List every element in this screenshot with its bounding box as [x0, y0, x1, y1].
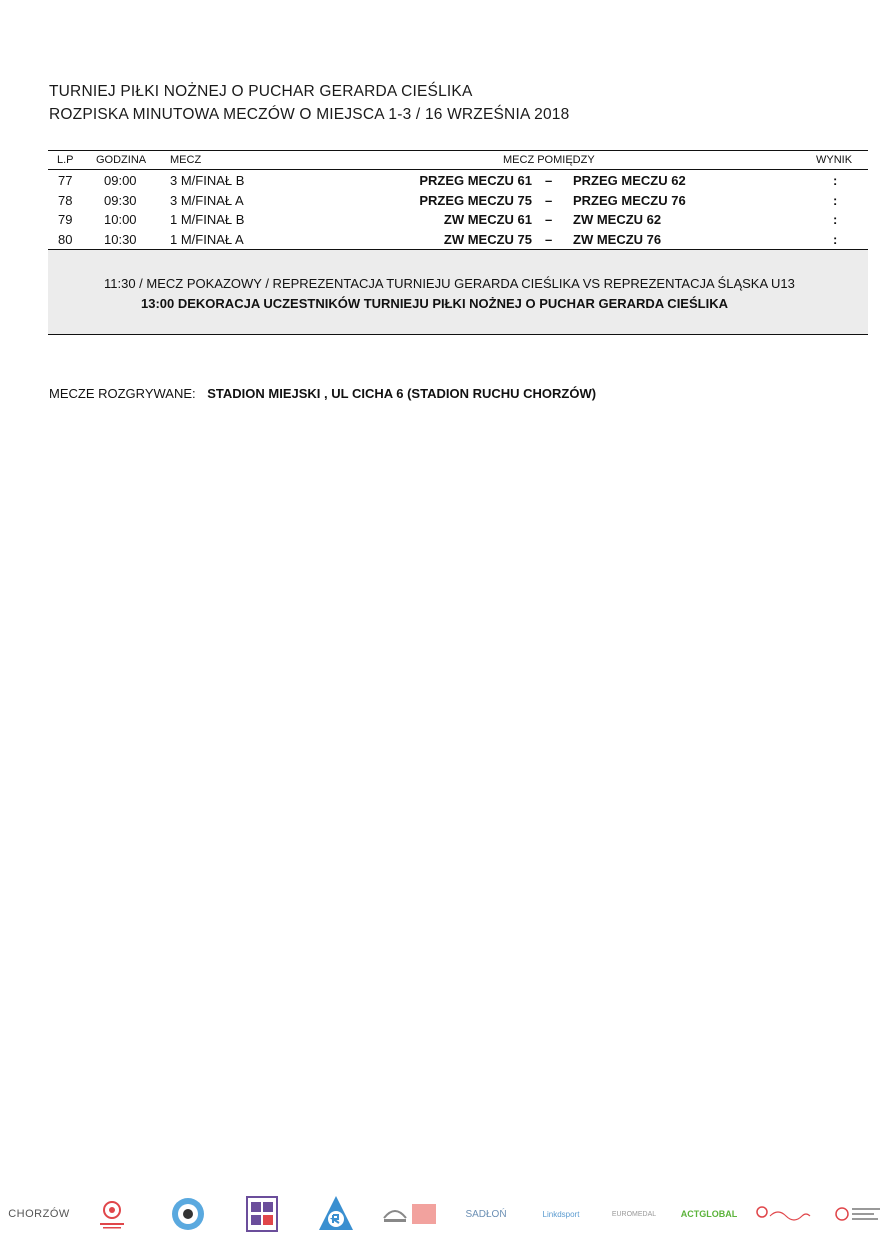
header-match-between: MECZ POMIĘDZY: [503, 154, 595, 166]
sponsor-logo-red-script: [754, 1202, 814, 1226]
notes-box: [48, 249, 868, 335]
sadlon-logo-text: SADŁOŃ: [465, 1208, 507, 1220]
actglobal-logo: [679, 1204, 739, 1224]
cell-time: 10:00: [104, 212, 137, 227]
sponsor-logo-red-emblem: [94, 1196, 130, 1232]
cell-lp: 79: [58, 212, 73, 227]
cell-time: 10:30: [104, 231, 137, 247]
cell-away: PRZEG MECZU 62: [573, 173, 686, 188]
venue-line: [49, 386, 596, 401]
euromedal-logo-text: EUROMEDAL: [611, 1210, 657, 1218]
cell-match: 1 M/FINAŁ A: [170, 231, 244, 247]
cell-separator: –: [545, 212, 553, 227]
exhibition-match-note: 11:30 / MECZ POKAZOWY / REPREZENTACJA TURNIEJU GERARDA CIEŚLIKA VS REPREZENTACJA ŚLĄSKA U13: [104, 276, 795, 291]
cell-home: PRZEG MECZU 61: [419, 173, 532, 188]
header-result: WYNIK: [816, 154, 853, 166]
cell-result: :: [833, 173, 838, 188]
cell-result: :: [833, 192, 838, 208]
sponsor-bar: [0, 1190, 890, 1240]
sponsor-logo-mosir: [244, 1194, 280, 1234]
schedule-table: [48, 150, 868, 335]
venue-value: STADION MIEJSKI , UL CICHA 6 (STADION RUCHU CHORZÓW): [207, 386, 597, 401]
header-match: MECZ: [170, 154, 202, 166]
cell-time: 09:30: [104, 192, 137, 208]
cell-home: PRZEG MECZU 75: [419, 192, 532, 208]
cell-lp: 80: [58, 231, 73, 247]
cell-away: ZW MECZU 62: [573, 212, 662, 227]
cell-away: PRZEG MECZU 76: [573, 192, 686, 208]
sponsor-logo-football-club: [170, 1196, 206, 1232]
sponsor-logos-pair: [382, 1202, 438, 1226]
header-lp: L.P: [57, 154, 74, 166]
cell-lp: 78: [58, 192, 73, 208]
chorzow-logo-text: CHORZÓW: [8, 1208, 70, 1220]
actglobal-logo-text: ACTGLOBAL: [680, 1209, 738, 1219]
ceremony-note: 13:00 DEKORACJA UCZESTNIKÓW TURNIEJU PIŁKI NOŻNEJ O PUCHAR GERARDA CIEŚLIKA: [141, 296, 728, 311]
header-time: GODZINA: [96, 154, 147, 166]
venue-label: MECZE ROZGRYWANE:: [49, 386, 196, 401]
cell-result: :: [833, 231, 838, 247]
cell-separator: –: [545, 231, 553, 247]
chorzow-logo: [8, 1204, 70, 1224]
table-row: [48, 209, 868, 229]
sadlon-logo: [456, 1204, 516, 1224]
katowice-federation-logo: [834, 1200, 882, 1228]
cell-match: 1 M/FINAŁ B: [170, 212, 245, 227]
cell-home: ZW MECZU 61: [443, 212, 532, 227]
linkdsport-logo: [531, 1204, 591, 1224]
table-header-row: [48, 151, 868, 170]
document-title-line1: TURNIEJ PIŁKI NOŻNEJ O PUCHAR GERARDA CIEŚLIKA: [49, 83, 473, 100]
euromedal-logo: [609, 1204, 659, 1224]
cell-separator: –: [545, 173, 553, 188]
table-row: [48, 190, 868, 210]
document-title-line2: ROZPISKA MINUTOWA MECZÓW O MIEJSCA 1-3 / 16 WRZEŚNIA 2018: [49, 106, 570, 123]
ruch-chorzow-logo: [316, 1194, 356, 1234]
cell-match: 3 M/FINAŁ B: [170, 173, 245, 188]
table-row: [48, 229, 868, 249]
cell-away: ZW MECZU 76: [573, 231, 662, 247]
table-row: [48, 170, 868, 190]
cell-separator: –: [545, 192, 553, 208]
linkdsport-logo-text: Linkdsport: [542, 1209, 580, 1219]
cell-lp: 77: [58, 173, 73, 188]
cell-result: :: [833, 212, 838, 227]
cell-match: 3 M/FINAŁ A: [170, 192, 244, 208]
cell-home: ZW MECZU 75: [443, 231, 532, 247]
cell-time: 09:00: [104, 173, 137, 188]
